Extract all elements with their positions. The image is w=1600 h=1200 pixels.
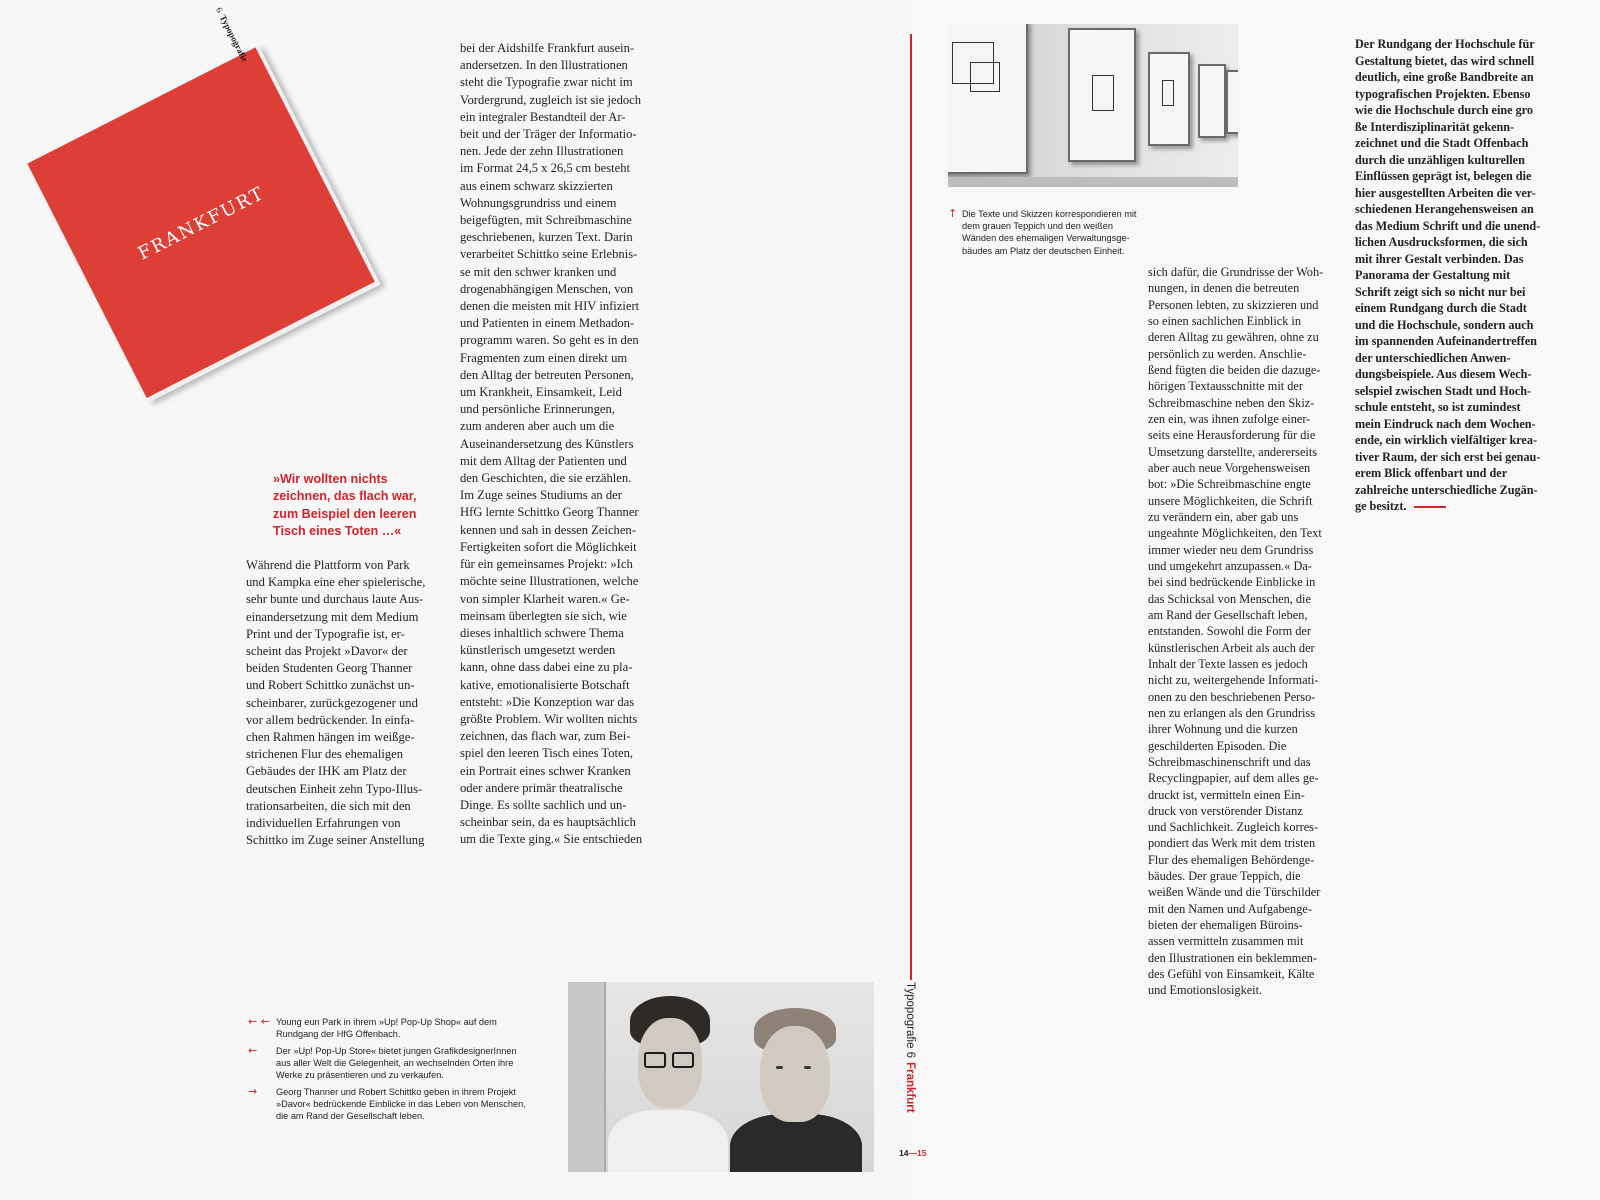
running-head-magazine: Typopografie 6 [904, 982, 916, 1059]
end-mark [1414, 506, 1446, 508]
body-column-left-1: Während die Plattform von Park und Kampka eine eher spielerische, sehr bunte und durchaus laute Aus- einandersetzung mit dem Medium Print und der Typografie ist, er- scheint das Projekt »Davor« der beiden Studenten Georg Thanner und Robert Schittko zunächst un- scheinbarer, zurückgezogener und vor allem bedrückender. In einfa- chen Rahmen hängen im weißge- strichenen Flur des ehemaligen Gebäudes der IHK am Platz der deutschen Einheit zehn Typo-Illus- trationsarbeiten, die sich mit den individuellen Erfahrungen von Schittko im Zuge seiner Anstellung [246, 558, 426, 848]
pull-quote: »Wir wollten nichts zeichnen, das flach war, zum Beispiel den leeren Tisch eines Toten …« [273, 472, 417, 539]
caption-text: Georg Thanner und Robert Schittko geben in ihrem Projekt »Davor« bedrückende Einblicke in das Leben von Menschen, die am Rand der Gesellschaft leben. [276, 1087, 526, 1122]
up-arrow-icon: ↑ [948, 207, 958, 220]
framed-illustration [1068, 28, 1136, 162]
framed-illustration [1226, 70, 1238, 134]
caption-text: Young eun Park in ihrem »Up! Pop-Up Shop« auf dem Rundgang der HfG Offenbach. [276, 1017, 497, 1040]
body-column-right-2-text: Der Rundgang der Hochschule für Gestaltung bietet, das wird schnell deutlich, eine große Bandbreite an typografischen Projekten. Ebenso wie die Hochschule durch eine gro ße Interdisziplinarität gekenn- zeichnet und die Stadt Offenbach durch die unzähligen kulturellen Einflüssen geprägt ist, belegen die hier ausgestellten Arbeiten die ver- schiedenen Herangehensweisen an das Medium Schrift und die unend- lichen Ausdrucksformen, die sich mit ihrer Gestalt verbinden. Das Panorama der Gestaltung mit Schrift zeigt sich so nicht nur bei einem Rundgang durch die Stadt und die Hochschule, sondern auch im spannenden Aufeinandertreffen der unterschiedlichen Anwen- dungsbeispiele. Aus diesem Wech- selspiel zwischen Stadt und Hoch- schule entsteht, so ist zumindest mein Eindruck nach dem Wochen- ende, ein wirklich vielfältiger krea- tiver Raum, der sich erst bei genau- erem Blick offenbart und der zahlreiche unterschiedliche Zugän- ge besitzt. [1355, 37, 1541, 513]
page-number-separator: — [908, 1148, 917, 1158]
body-column-left-2: bei der Aidshilfe Frankfurt ausein- andersetzen. In den Illustrationen steht die Typografie zwar nicht im Vordergrund, zugleich ist sie jedoch ein integraler Bestandteil der Ar- beit und der Träger der Informatio- nen. Jede der zehn Illustrationen im Format 24,5 x 26,5 cm besteht aus einem schwarz skizzierten Wohnungsgrundriss und einem beigefügten, mit Schreibmaschine geschriebenen, kurzen Text. Darin verarbeitet Schittko seine Erlebnis- se mit den schwer kranken und drogenabhängigen Menschen, von denen die meisten mit HIV infiziert und Patienten in einem Methadon- programm waren. So geht es in den Fragmenten zum einen direkt um den Alltag der betreuten Personen, um Krankheit, Einsamkeit, Leid und persönliche Erinnerungen, zum anderen aber auch um die Auseinandersetzung des Künstlers mit dem Alltag der Patienten und den Geschichten, die sie erzählen. Im Zuge seines Studiums an der HfG lernte Schittko Georg Thanner kennen und sah in dessen Zeichen- Fertigkeiten sofort die Möglichkeit für ein gemeinsames Projekt: »Ich möchte seine Illustrationen, welche von simpler Klarheit waren.« Ge- meinsam überlegten sie sich, wie dieses inhaltlich schwere Thema künstlerisch umgesetzt werden kann, ohne dass dabei eine zu pla- kative, emotionalisierte Botschaft entsteht: »Die Konzeption war das größte Problem. Wir wollten nichts zeichnen, das flach war, zum Bei- spiel den leeren Tisch eines Toten, ein Portrait eines schwer Kranken oder andere primär theatralische Dinge. Es sollte sachlich und un- scheinbar sein, da es hauptsächlich um die Texte ging.« Sie entschieden [460, 41, 643, 847]
page-number-left: 14 [899, 1148, 909, 1158]
caption-item [248, 1086, 548, 1123]
cover-issue: 6 [214, 5, 225, 15]
running-head-section: Frankfurt [904, 1062, 916, 1113]
gallery-caption-text: Die Texte und Skizzen korrespondieren mit dem grauen Teppich und den weißen Wänden des ehemaligen Verwaltungsge- bäudes am Platz der deutschen Einheit. [962, 209, 1137, 256]
body-column-right-1: sich dafür, die Grundrisse der Woh- nungen, in denen die betreuten Personen lebten, zu skizzieren und so einen sachlichen Einblick in deren Alltag zu gewähren, ohne zu persönlich zu werden. Anschlie- ßend fügten die beiden die dazuge- hörigen Textausschnitte mit der Schreibmaschine neben den Skiz- zen ein, was ihnen zufolge einer- seits eine Herausforderung für die Umsetzung darstellte, andererseits aber auch neue Vorgehensweisen bot: »Die Schreibmaschine engte unsere Möglichkeiten, die Schrift zu verändern ein, aber gab uns ungeahnte Möglichkeiten, den Text immer wieder neu dem Grundriss und umgekehrt anzupassen.« Da- bei sind bedrückende Einblicke in das Schicksal von Menschen, die am Rand der Gesellschaft leben, entstanden. Sowohl die Form der künstlerischen Arbeit als auch der Inhalt der Texte lassen es jedoch nicht zu, weitergehende Informati- onen zu den beschriebenen Perso- nen zu erlangen als den Grundriss ihrer Wohnung und die kurzen geschilderten Episoden. Die Schreibmaschinenschrift und das Recyclingpapier, auf dem alles ge- druckt ist, vermitteln einen Ein- druck von verstörender Distanz und Sachlichkeit. Zugleich korres- pondiert das Werk mit dem tristen Flur des ehemaligen Behördenge- bäudes. Der graue Teppich, die weißen Wände und die Türschilder mit den Namen und Aufgabenge- bieten der ehemaligen Büroins- assen vermitteln zusammen mit den Illustrationen ein beklemmen- des Gefühl von Einsamkeit, Kälte und Emotionslosigkeit. [1148, 265, 1324, 998]
gallery-photo [948, 24, 1238, 187]
double-left-arrow-icon: ← ← [248, 1015, 270, 1028]
cover-series: Typopografie [217, 13, 251, 64]
cover-title: FRANKFURT [134, 182, 269, 265]
page-number-right: 15 [916, 1148, 927, 1158]
right-arrow-icon: → [248, 1085, 258, 1098]
page-numbers [899, 1148, 926, 1158]
caption-item [248, 1016, 548, 1040]
gallery-caption [948, 208, 1168, 257]
running-head [904, 982, 916, 1113]
framed-illustration [1198, 64, 1226, 138]
framed-illustration [948, 24, 1028, 174]
caption-item [248, 1045, 548, 1082]
portrait-photo [568, 982, 874, 1172]
left-arrow-icon: ← [248, 1044, 258, 1057]
red-spine-rule [910, 34, 912, 980]
caption-text: Der »Up! Pop-Up Store« bietet jungen GrafikdesignerInnen aus aller Welt die Gelegenheit, an wechselnden Orten ihre Werke zu präsentieren und zu verkaufen. [276, 1046, 517, 1081]
framed-illustration [1148, 52, 1190, 146]
body-column-right-2 [1355, 36, 1555, 515]
